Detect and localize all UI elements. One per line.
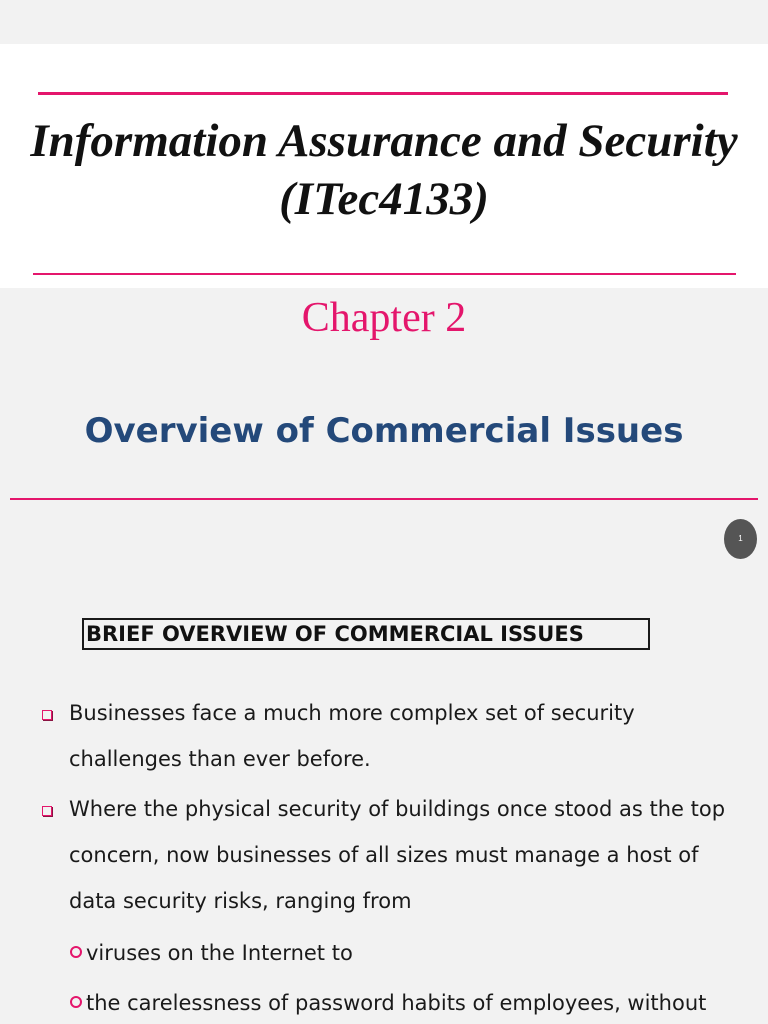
circle-bullet-icon	[70, 996, 82, 1008]
square-bullet-icon	[42, 710, 52, 720]
page-number-badge: 1	[724, 519, 757, 559]
sub-list-item	[0, 928, 768, 978]
sub-list-item	[0, 978, 768, 1024]
bottom-divider	[10, 498, 758, 500]
course-title: Information Assurance and Security (ITec4133)	[30, 115, 738, 225]
top-divider	[38, 92, 728, 95]
mid-divider	[33, 273, 736, 275]
bullet-list	[0, 690, 768, 1024]
list-item	[0, 786, 768, 924]
sub-bullet-text: viruses on the Internet to	[86, 941, 353, 965]
section-heading: BRIEF OVERVIEW OF COMMERCIAL ISSUES	[82, 618, 650, 650]
bullet-text: Where the physical security of buildings once stood as the top concern, now businesses of all sizes must manage a host of data security risks, ranging from	[69, 797, 726, 913]
chapter-label: Chapter 2	[301, 295, 467, 341]
bullet-text: Businesses face a much more complex set of security challenges than ever before.	[69, 701, 635, 771]
square-bullet-icon	[42, 806, 52, 816]
circle-bullet-icon	[70, 946, 82, 958]
chapter-subtitle: Overview of Commercial Issues	[84, 411, 684, 451]
list-item	[0, 690, 768, 782]
sub-bullet-text: the carelessness of password habits of employees, without	[86, 991, 707, 1015]
